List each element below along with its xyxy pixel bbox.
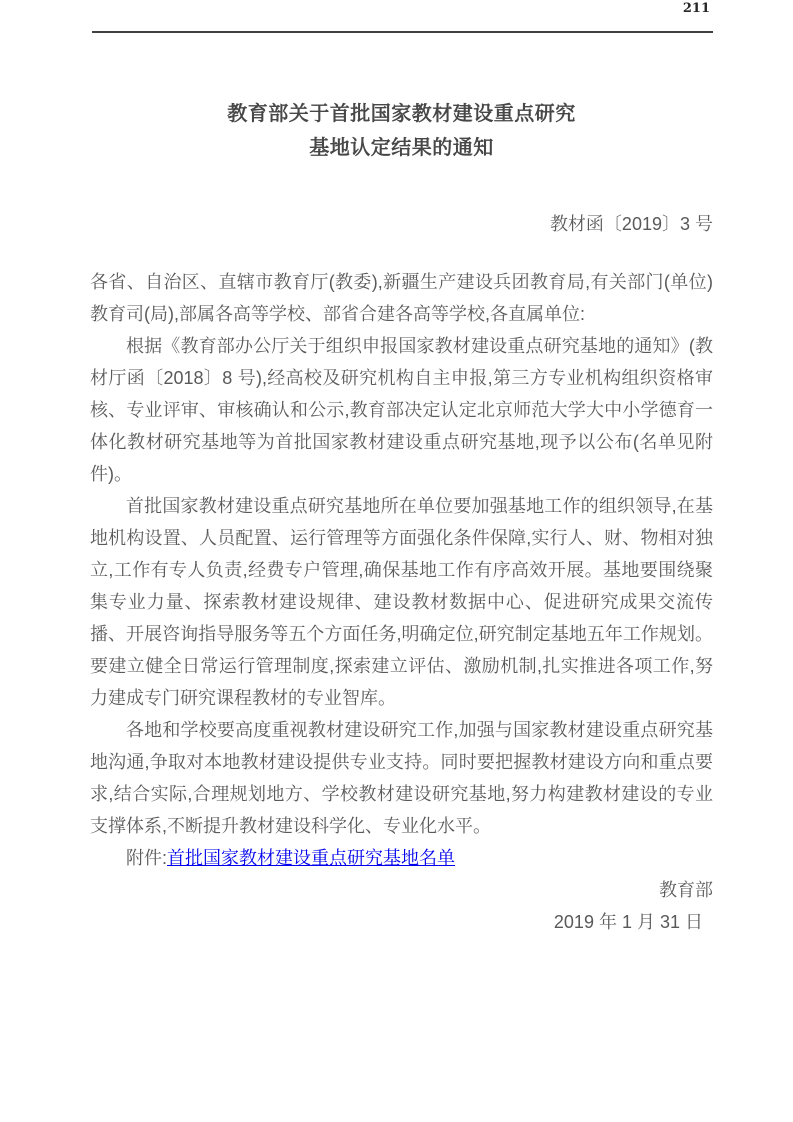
paragraph-3: 各地和学校要高度重视教材建设研究工作,加强与国家教材建设重点研究基地沟通,争取对本地教材建设提供专业支持。同时要把握教材建设方向和重点要求,结合实际,合理规划地方、学校教材建设研究基地,努力构建教材建设的专业支撑体系,不断提升教材建设科学化、专业化水平。 [90,720,713,836]
notice-title-line2: 基地认定结果的通知 [309,137,494,159]
attachment-label: 附件: [126,848,168,868]
notice-title [90,97,713,165]
document-number: 教材函〔2019〕3 号 [549,214,713,234]
notice-body [90,266,713,938]
paragraph-2: 首批国家教材建设重点研究基地所在单位要加强基地工作的组织领导,在基地机构设置、人员配置、运行管理等方面强化条件保障,实行人、财、物相对独立,工作有专人负责,经费专户管理,确保基地工作有序高效开展。基地要围绕聚集专业力量、探索教材建设规律、建设教材数据中心、促进研究成果交流传播、开展咨询指导服务等五个方面任务,明确定位,研究制定基地五年工作规划。要建立健全日常运行管理制度,探索建立评估、激励机制,扎实推进各项工作,努力建成专门研究课程教材的专业智库。 [90,496,713,708]
notice-content [90,33,713,938]
attachment-line [90,842,713,874]
attachment-link[interactable]: 首批国家教材建设重点研究基地名单 [167,848,456,868]
page-number: 211 [682,1,710,16]
paragraph-1: 根据《教育部办公厅关于组织申报国家教材建设重点研究基地的通知》(教材厅函〔2018〕8 号),经高校及研究机构自主申报,第三方专业机构组织资格审核、专业评审、审核确认和公示,教育部决定认定北京师范大学大中小学德育一体化教材研究基地等为首批国家教材建设重点研究基地,现予以公布(名单见附件)。 [90,336,713,484]
issuer-signature: 教育部 [659,880,713,900]
notice-title-line1: 教育部关于首批国家教材建设重点研究 [227,103,576,125]
issue-date: 2019 年 1 月 31 日 [553,912,703,932]
salutation: 各省、自治区、直辖市教育厅(教委),新疆生产建设兵团教育局,有关部门(单位)教育司(局),部属各高等学校、部省合建各高等学校,各直属单位: [90,272,713,324]
